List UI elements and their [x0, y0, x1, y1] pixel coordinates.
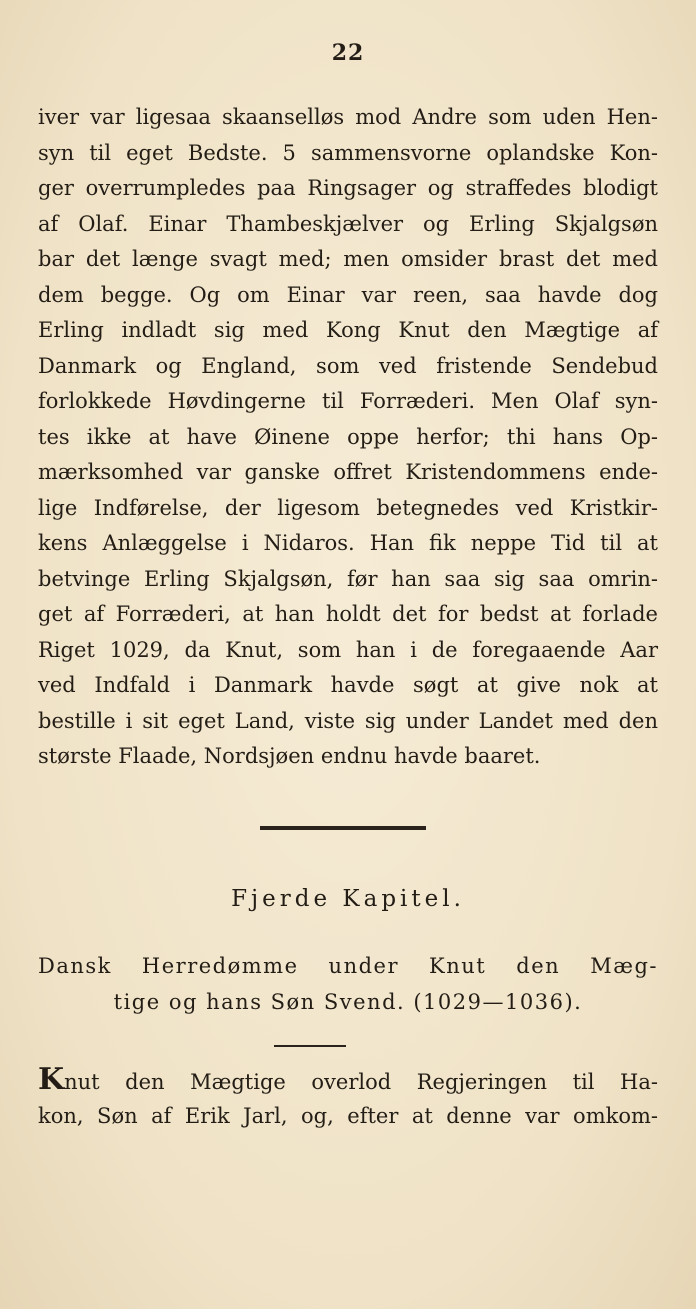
page-number: 22	[331, 40, 365, 66]
text-line: lige Indførelse, der ligesom betegnedes ved Kristkir-	[38, 495, 658, 520]
chapter-subtitle	[38, 948, 658, 1020]
chapter-subtitle-line: Dansk Herredømme under Knut den Mæg-	[38, 954, 658, 978]
text-line: Erling indladt sig med Kong Knut den Mægtige af	[38, 318, 658, 342]
text-line: bestille i sit eget Land, viste sig under Landet med den	[38, 708, 658, 733]
text-line: betvinge Erling Skjalgsøn, før han saa sig saa omrin-	[38, 566, 658, 591]
text-line: kens Anlæggelse i Nidaros. Han fik neppe Tid til at	[38, 531, 658, 555]
opening-line	[38, 1062, 658, 1098]
text-line: ved Indfald i Danmark havde søgt at give nok at	[38, 673, 658, 697]
text-line: iver var ligesaa skaanselløs mod Andre som uden Hen-	[38, 105, 658, 129]
text-line: største Flaade, Nordsjøen endnu havde baaret.	[38, 744, 541, 768]
text-line: mærksomhed var ganske offret Kristendommens ende-	[38, 460, 658, 484]
opening-line-rest: nut den Mægtige overlod Regjeringen til Ha-	[64, 1070, 658, 1094]
text-line: get af Forræderi, at han holdt det for bedst at forlade	[38, 602, 658, 626]
chapter-subtitle-line: tige og hans Søn Svend. (1029—1036).	[113, 990, 583, 1014]
text-line: ger overrumpledes paa Ringsager og straffedes blodigt	[38, 176, 658, 200]
section-divider	[260, 826, 426, 830]
text-line: Danmark og England, som ved fristende Sendebud	[38, 353, 658, 378]
text-line: forlokkede Høvdingerne til Forræderi. Men Olaf syn-	[38, 389, 658, 413]
text-line: syn til eget Bedste. 5 sammensvorne oplandske Kon-	[38, 140, 658, 165]
opening-paragraph	[38, 1062, 658, 1134]
text-line: tes ikke at have Øinene oppe herfor; thi hans Op-	[38, 424, 658, 449]
chapter-title: Fjerde Kapitel.	[231, 886, 465, 912]
drop-cap: K	[38, 1062, 65, 1097]
text-line: Riget 1029, da Knut, som han i de foregaaende Aar	[38, 637, 658, 662]
short-divider	[274, 1045, 346, 1047]
body-paragraph	[38, 100, 658, 775]
text-line: af Olaf. Einar Thambeskjælver og Erling Skjalgsøn	[38, 211, 658, 236]
opening-line: kon, Søn af Erik Jarl, og, efter at denne var omkom-	[38, 1104, 658, 1128]
text-line: bar det længe svagt med; men omsider brast det med	[38, 247, 658, 271]
text-line: dem begge. Og om Einar var reen, saa havde dog	[38, 282, 658, 307]
